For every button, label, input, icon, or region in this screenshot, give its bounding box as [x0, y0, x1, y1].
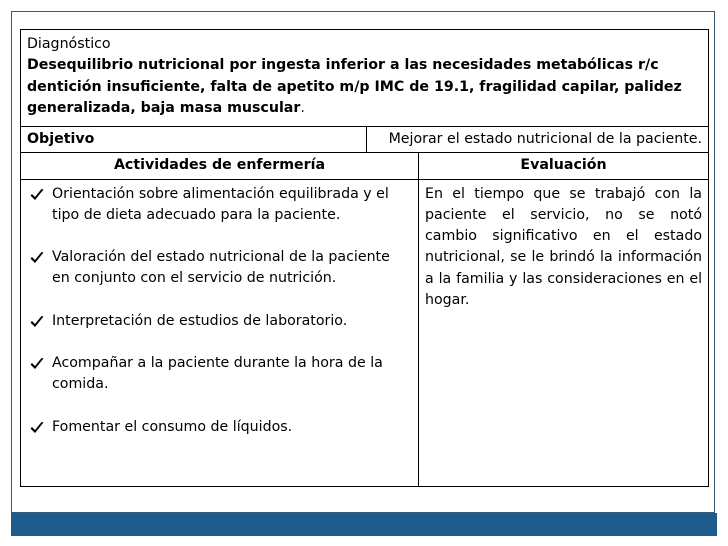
checkmark-icon: [29, 356, 45, 372]
checkmark-icon: [29, 420, 45, 436]
care-plan-table: [20, 29, 709, 487]
activity-text: Fomentar el consumo de líquidos.: [52, 418, 293, 435]
checkmark-icon: [29, 314, 45, 330]
objective-value: Mejorar el estado nutricional de la paciente.: [367, 127, 709, 153]
objective-label: Objetivo: [21, 127, 367, 153]
checkmark-icon: [29, 187, 45, 203]
activity-item: [27, 353, 412, 396]
activities-header: Actividades de enfermería: [21, 153, 419, 179]
activity-text: Valoración del estado nutricional de la paciente en conjunto con el servicio de nutrición.: [52, 249, 390, 287]
activity-text: Interpretación de estudios de laboratorio.: [52, 312, 348, 329]
activity-item: [27, 417, 412, 438]
diagnosis-label: Diagnóstico: [27, 36, 111, 52]
diagnosis-cell: [21, 30, 709, 127]
diagnosis-row: [21, 30, 709, 127]
activities-list: [27, 184, 412, 438]
diagnosis-text: [27, 55, 702, 119]
evaluation-cell: En el tiempo que se trabajó con la paciente el servicio, no se notó cambio significativo en el estado nutricional, se le brindó la información a la familia y las consideraciones en el hogar.: [419, 179, 709, 486]
activity-text: Orientación sobre alimentación equilibrada y el tipo de dieta adecuado para la paciente.: [52, 185, 389, 223]
objective-row: [21, 127, 709, 153]
activity-item: [27, 247, 412, 290]
activity-item: [27, 184, 412, 227]
evaluation-header: Evaluación: [419, 153, 709, 179]
diagnosis-period: .: [300, 99, 305, 116]
activity-item: [27, 311, 412, 332]
activity-text: Acompañar a la paciente durante la hora de la comida.: [52, 355, 383, 393]
footer-bar: [11, 513, 717, 536]
activities-cell: [21, 179, 419, 486]
content-row: [21, 179, 709, 486]
diagnosis-statement: Desequilibrio nutricional por ingesta inferior a las necesidades metabólicas r/c dentición insuficiente, falta de apetito m/p IMC de 19.1, fragilidad capilar, palidez generalizada, baja masa muscular: [27, 57, 682, 116]
checkmark-icon: [29, 250, 45, 266]
header-row: [21, 153, 709, 179]
